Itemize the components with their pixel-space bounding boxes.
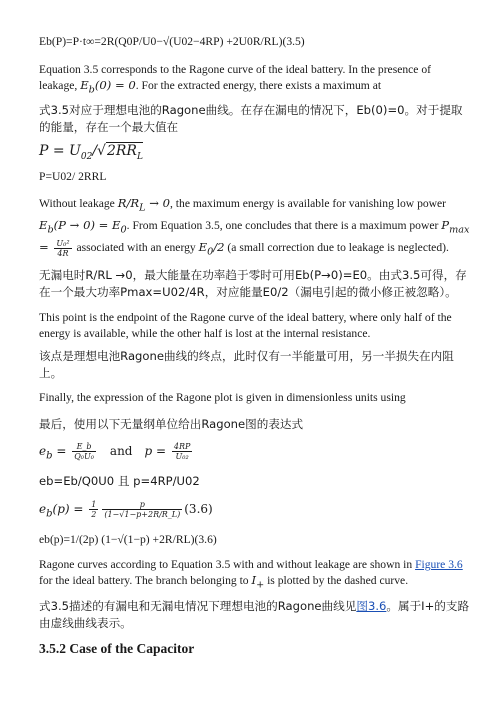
text: 式3.5描述的有漏电和无漏电情况下理想电池的Ragone曲线见: [39, 599, 357, 613]
math: (0) = 0: [94, 77, 136, 92]
math: E: [80, 77, 89, 92]
equation-3-5-text: Eb(P)=P·t∞=2R(Q0P/U0−√(U02−4RP) +2U0R/RL)(3.5): [39, 35, 305, 48]
math-sub: 0: [207, 246, 214, 258]
math-sub: +: [256, 578, 265, 590]
text: for the ideal battery. The branch belonging to: [39, 573, 252, 587]
equation-p-plain: P=U02/ 2RRL: [39, 170, 107, 183]
math: =: [39, 240, 53, 255]
math: E: [39, 218, 48, 233]
math-sub: L: [139, 202, 146, 214]
text: is plotted by the dashed curve.: [264, 573, 409, 587]
fraction-denominator: 2: [91, 510, 97, 519]
fraction-denominator: Q₀U₀: [74, 452, 94, 461]
figure-3-6-link[interactable]: Figure 3.6: [415, 558, 463, 571]
paragraph-ragone-curves: [39, 557, 472, 592]
fraction-half: [89, 500, 98, 519]
fraction-denominator: 4R: [57, 249, 69, 259]
paragraph-finally: Finally, the expression of the Ragone plot is given in dimensionless units using: [39, 391, 406, 404]
figure-3-6-link-cn[interactable]: 图3.6: [356, 599, 387, 613]
math: P: [441, 218, 450, 233]
math: /2: [213, 240, 225, 255]
math: 2RR: [106, 143, 137, 159]
chinese-paragraph-2: 无漏电时R/RL →0，最大能量在功率趋于零时可用Eb(P→0)=E0。由式3.5可得，存在一个最大功率Pmax=U02/4R，对应能量E0/2（漏电引起的微小修正被忽略）。: [39, 268, 467, 299]
fraction-denominator: (1−√1−p+2R/R_L): [104, 510, 181, 519]
text: , the maximum energy is available for vanishing low power: [170, 197, 447, 210]
sqrt-symbol: √: [97, 143, 106, 159]
chinese-paragraph-4: 最后，使用以下无量纲单位给出Ragone图的表达式: [39, 417, 304, 431]
math-sub: max: [449, 224, 470, 236]
math: P = U: [39, 143, 81, 159]
math-eb: [80, 77, 136, 95]
fraction-numerator: 4RP: [173, 442, 191, 451]
text-and: and: [109, 444, 133, 458]
math: → 0: [145, 196, 170, 210]
fraction-p: [172, 442, 193, 461]
math: (p) =: [52, 502, 88, 516]
chinese-paragraph-5: [39, 598, 472, 632]
text: eb=Eb/Q0U0 且 p=4RP/U02: [39, 474, 200, 488]
text: (a small correction due to leakage is neglected).: [224, 241, 449, 255]
text: Equation 3.5 corresponds to the Ragone curve of the ideal battery. In the presence of leakage,: [39, 63, 432, 92]
math: [198, 240, 225, 258]
equation-dimensionless-display: [39, 441, 472, 466]
chinese-paragraph-3: 该点是理想电池Ragone曲线的终点，此时仅有一半能量可用，另一半损失在内阻上。: [39, 349, 454, 380]
paragraph-ragone-intro: [39, 62, 472, 97]
equation-number: (3.6): [184, 502, 213, 516]
math: =: [52, 444, 71, 458]
math: R/R: [117, 196, 140, 210]
equation-eb-plain: [39, 474, 472, 490]
equation-pmax-display: [39, 144, 472, 165]
math: (P → 0) = E: [53, 218, 121, 233]
math: [251, 572, 265, 590]
math-sub: b: [47, 224, 54, 236]
text: . For the extracted energy, there exists a maximum at: [135, 78, 382, 92]
text: . From Equation 3.5, one concludes that there is a maximum power: [126, 219, 442, 233]
math-sub: b: [88, 83, 95, 95]
math-sub: b: [46, 508, 53, 520]
fraction-numerator: U₀²: [56, 239, 70, 249]
fraction-denominator: U₀₂: [175, 452, 189, 461]
chinese-paragraph-1: 式3.5对应于理想电池的Ragone曲线。在存在漏电的情况下，Eb(0)=0。对于提取的能量，存在一个最大值在: [39, 103, 463, 134]
math: E: [198, 240, 208, 255]
paragraph-endpoint: This point is the endpoint of the Ragone curve of the ideal battery, where only half of the energy is available, while the other half is lost at the internal resistance.: [39, 311, 452, 340]
section-heading: 3.5.2 Case of the Capacitor: [39, 641, 195, 656]
text: Ragone curves according to Equation 3.5 with and without leakage are shown in: [39, 558, 416, 571]
fraction-eb: [72, 442, 96, 461]
math: [39, 218, 127, 236]
paragraph-without-leakage: [39, 195, 472, 261]
math-sub: 02: [80, 151, 93, 162]
math: [117, 196, 170, 214]
text: 。属于I+的支路由虚线曲线表示。: [39, 599, 470, 630]
math-sub: 0: [120, 224, 127, 236]
math-sub: L: [136, 151, 143, 162]
math-sub: b: [46, 450, 53, 462]
fraction-numerator: p: [102, 500, 182, 510]
text: associated with an energy: [73, 241, 199, 255]
fraction-numerator: E_b: [72, 442, 96, 452]
equation-3-6-display: [39, 499, 472, 524]
equation-3-6-plain: eb(p)=1/(2p) (1−√(1−p) +2R/RL)(3.6): [39, 533, 217, 546]
sqrt-body: [106, 142, 143, 162]
text: Without leakage: [39, 197, 118, 210]
fraction-numerator: 1: [91, 500, 97, 509]
fraction-p-over: [102, 500, 182, 519]
math: /: [92, 143, 98, 159]
math: e: [39, 444, 47, 458]
math: e: [39, 502, 47, 516]
math: I: [251, 572, 257, 587]
fraction-pmax: [54, 239, 71, 258]
math: p =: [144, 444, 170, 458]
